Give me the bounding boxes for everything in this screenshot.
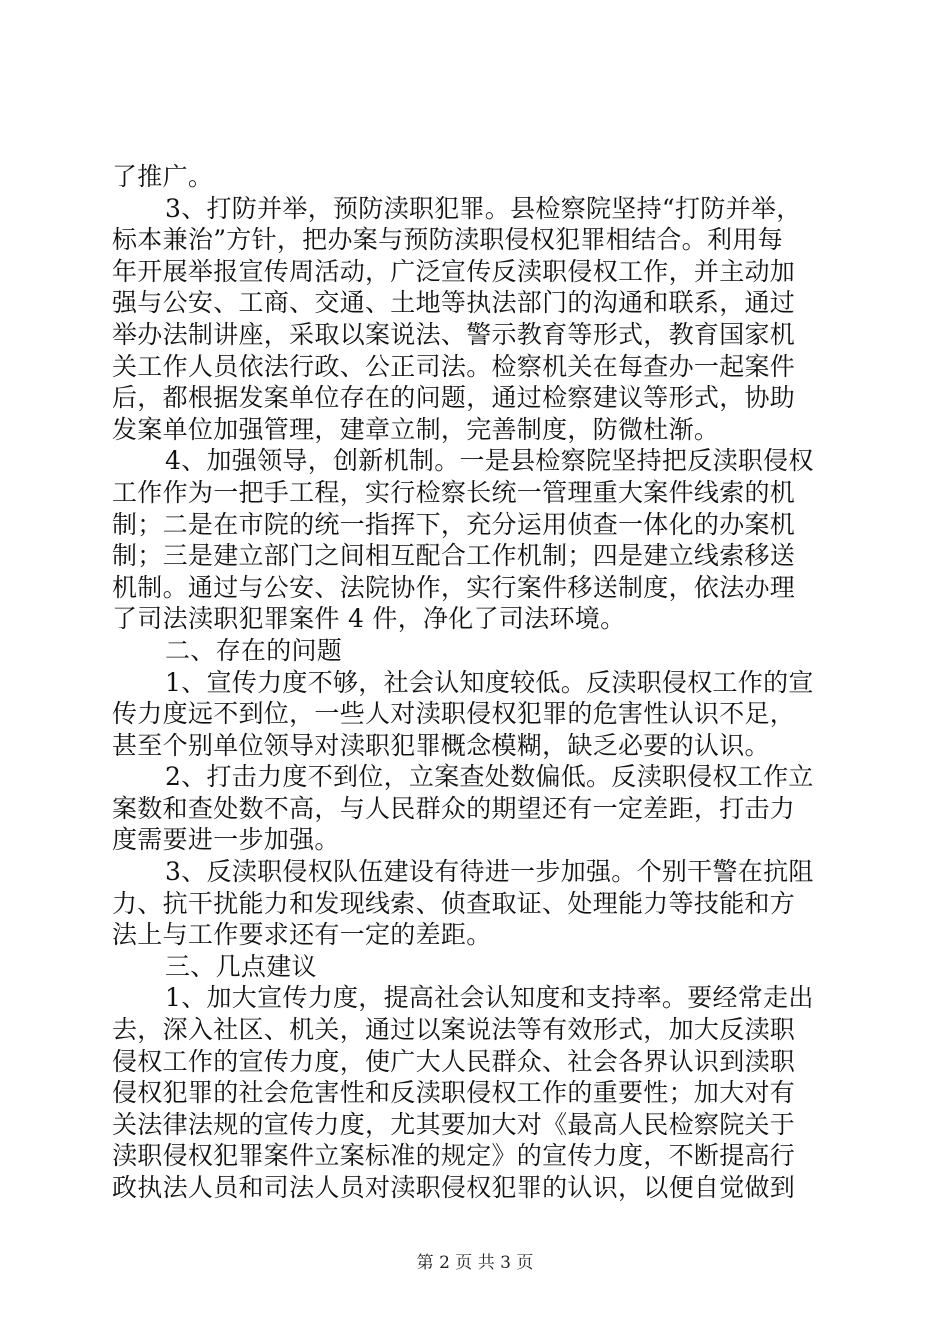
text-line: 传力度远不到位，一些人对渎职侵权犯罪的危害性认识不足， (112, 699, 796, 729)
text-line: 甚至个别单位领导对渎职犯罪概念模糊，缺乏必要的认识。 (112, 730, 770, 760)
text-line: 举办法制讲座，采取以案说法、警示教育等形式，教育国家机 (112, 319, 796, 349)
text-line: 关法律法规的宣传力度，尤其要加大对《最高人民检察院关于 (112, 1109, 796, 1139)
text-line: 侵权工作的宣传力度，使广大人民群众、社会各界认识到渎职 (112, 1046, 796, 1076)
text-line: 1、加大宣传力度，提高社会认知度和支持率。要经常走出 (165, 983, 814, 1013)
text-line: 3、打防并举，预防渎职犯罪。县检察院坚持“打防并举， (165, 193, 802, 223)
text-line: 年开展举报宣传周活动，广泛宣传反渎职侵权工作，并主动加 (112, 256, 796, 286)
text-line: 工作作为一把手工程，实行检察长统一管理重大案件线索的机 (112, 477, 796, 507)
page-number-label: 第 2 页 共 3 页 (416, 1253, 534, 1273)
text-line: 制；二是在市院的统一指挥下，充分运用侦查一体化的办案机 (112, 509, 796, 539)
text-line: 关工作人员依法行政、公正司法。检察机关在每查办一起案件 (112, 351, 796, 381)
document-body (112, 161, 842, 1204)
text-line: 度需要进一步加强。 (112, 825, 340, 855)
text-line: 3、反渎职侵权队伍建设有待进一步加强。个别干警在抗阻 (165, 857, 814, 887)
text-line: 强与公安、工商、交通、土地等执法部门的沟通和联系，通过 (112, 288, 796, 318)
text-line: 政执法人员和司法人员对渎职侵权犯罪的认识，以便自觉做到 (112, 1173, 796, 1202)
text-line: 侵权犯罪的社会危害性和反渎职侵权工作的重要性；加大对有 (112, 1078, 796, 1108)
text-line: 制；三是建立部门之间相互配合工作机制；四是建立线索移送 (112, 541, 796, 571)
text-line: 1、宣传力度不够，社会认知度较低。反渎职侵权工作的宣 (165, 667, 814, 697)
text-line: 案数和查处数不高，与人民群众的期望还有一定差距，打击力 (112, 793, 796, 823)
page-footer (0, 1252, 950, 1274)
text-line: 发案单位加强管理，建章立制，完善制度，防微杜渐。 (112, 414, 720, 444)
text-line: 去，深入社区、机关，通过以案说法等有效形式，加大反渎职 (112, 1015, 796, 1045)
text-line: 法上与工作要求还有一定的差距。 (112, 920, 492, 950)
text-line: 二、存在的问题 (165, 635, 343, 665)
text-line: 三、几点建议 (165, 951, 317, 981)
text-line: 力、抗干扰能力和发现线索、侦查取证、处理能力等技能和方 (112, 888, 796, 918)
text-line: 标本兼治”方针，把办案与预防渎职侵权犯罪相结合。利用每 (112, 225, 783, 255)
text-line: 了司法渎职犯罪案件 4 件，净化了司法环境。 (112, 604, 626, 634)
text-line: 机制。通过与公安、法院协作，实行案件移送制度，依法办理 (112, 572, 796, 602)
text-line: 了推广。 (112, 162, 214, 191)
text-line: 后，都根据发案单位存在的问题，通过检察建议等形式，协助 (112, 383, 796, 413)
text-line: 渎职侵权犯罪案件立案标准的规定》的宣传力度，不断提高行 (112, 1141, 796, 1171)
text-line: 4、加强领导，创新机制。一是县检察院坚持把反渎职侵权 (165, 446, 814, 476)
text-line: 2、打击力度不到位，立案查处数偏低。反渎职侵权工作立 (165, 762, 814, 792)
